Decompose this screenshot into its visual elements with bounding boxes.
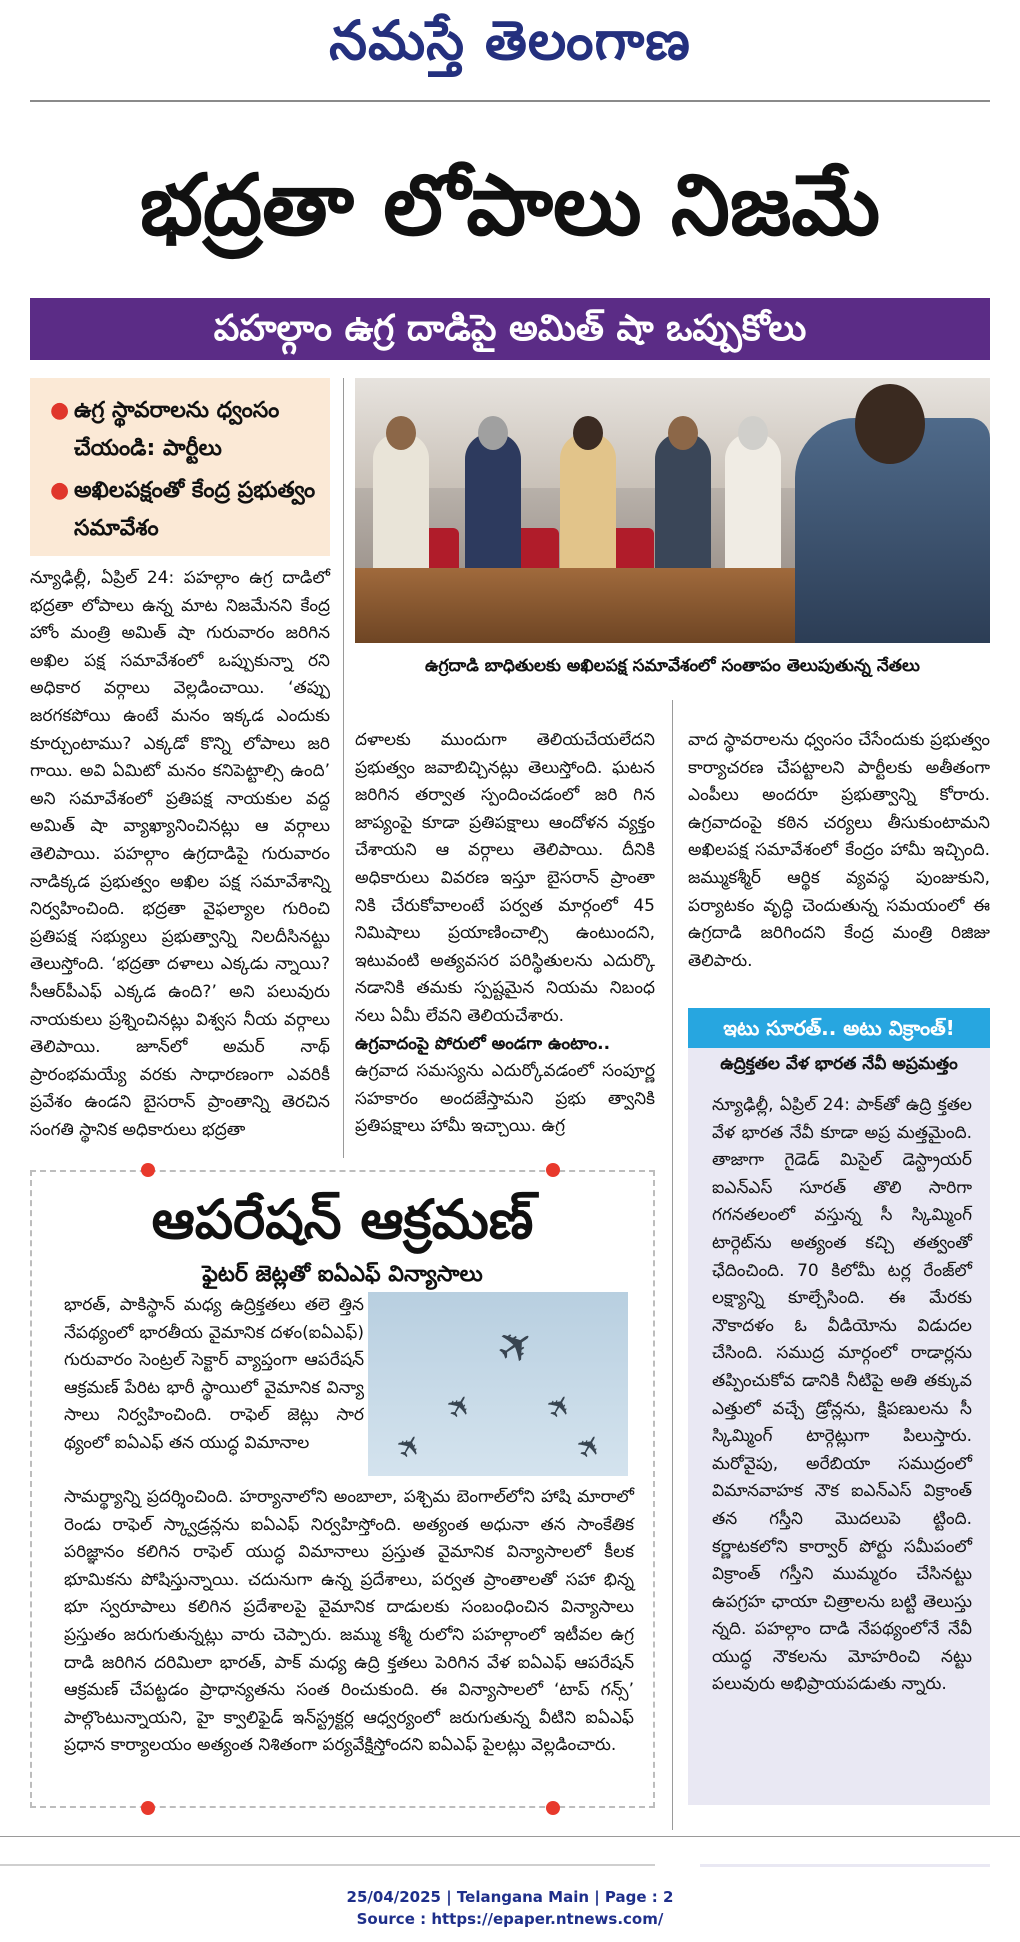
highlight-text: ఉగ్ర స్థావరాలను ధ్వంసం చేయండి: పార్టీలు: [74, 398, 280, 461]
photo-person-head: [668, 416, 698, 450]
photo-person-head: [478, 416, 508, 450]
corner-dot: [141, 1163, 155, 1177]
main-story-column-2: [355, 727, 655, 1141]
column-divider: [672, 700, 673, 1830]
highlight-item: [48, 472, 318, 548]
operation-text-top: భారత్, పాకిస్థాన్ మధ్య ఉద్రిక్తతలు తలె త్తిన నేపథ్యంలో భారతీయ వైమానిక దళం(ఐఏఎఫ్) గురువారం సెంట్రల్ సెక్టార్ వ్యాప్తంగా ఆపరేషన్ ఆక్రమణ్ పేరిట భారీ స్థాయిలో వైమానిక విన్యా సాలు నిర్వహించింది. రాఫెల్ జెట్లు సార థ్యంలో ఐఏఎఫ్ తన యుద్ధ విమానాల: [64, 1295, 364, 1453]
highlight-item: [48, 392, 318, 468]
main-story-text: దళాలకు ముందుగా తెలియచేయలేదని ప్రభుత్వం జవాబిచ్చినట్లు తెలుస్తోంది. ఘటన జరిగిన తర్వాత స్పందించడంలో జరి గిన జాప్యంపై కూడా ప్రతిపక్షాలు ఆందోళన వ్యక్తం చేశాయని ఆ వర్గాలు తెలిపాయి. దీనికి అధికారులు వివరణ ఇస్తూ బైసరాన్ ప్రాంతా నికి చేరుకోవాలంటే పర్వత మార్గంలో 45 నిమిషాలు ప్రయాణించాల్సి ఉంటుందని, ఇటువంటి అత్యవసర పరిస్థితులను ఎదుర్కొ నడానికి తమకు స్పష్టమైన నియమ నిబంధ నలు ఏమీ లేవని తెలియచేశారు.: [355, 730, 655, 1026]
bullet-icon: ●: [50, 478, 70, 503]
corner-dot: [546, 1163, 560, 1177]
masthead: [0, 0, 1020, 100]
jet-icon: ✈: [388, 1427, 432, 1467]
bullet-icon: ●: [50, 398, 70, 423]
photo-person-head: [386, 416, 416, 450]
page-footer: [0, 1886, 1020, 1930]
column-divider: [343, 378, 344, 1158]
subheadline-bar: [30, 298, 990, 360]
newspaper-title: నమస్తే తెలంగాణ: [329, 8, 691, 72]
edition-info: 25/04/2025 | Telangana Main | Page : 2: [346, 1888, 674, 1906]
main-story-column-3: వాద స్థావరాలను ధ్వంసం చేసేందుకు ప్రభుత్వం కార్యాచరణ చేపట్టాలని పార్టీలకు అతీతంగా ఎంపీలు అందరూ ప్రభుత్వాన్ని కోరారు. ఉగ్రవాదంపై కఠిన చర్యలు తీసుకుంటామని అఖిలపక్ష సమావేశంలో కేంద్రం హామీ ఇచ్చింది. జమ్ముకశ్మీర్ ఆర్థిక వ్యవస్థ పుంజుకుని, పర్యాటకం వృద్ధి చెందుతున్న సమయంలో ఈ ఉగ్రదాడి జరిగిందని కేంద్ర మంత్రి రిజిజు తెలిపారు.: [688, 730, 990, 971]
source-link[interactable]: Source : https://epaper.ntnews.com/: [356, 1910, 664, 1928]
side-story-text: న్యూఢిల్లీ, ఏప్రిల్ 24: పాక్‌తో ఉద్రి క్తతల వేళ భారత నేవీ కూడా అప్ర మత్తమైంది. తాజాగా గైడెడ్ మిసైల్ డెస్ట్రాయర్ ఐఎన్ఎస్ సూరత్ తొలి సారిగా గగనతలంలో వస్తున్న సీ స్కిమ్మింగ్ టార్గెట్‌ను అత్యంత కచ్చి తత్వంతో ఛేదించింది. 70 కిలోమీ టర్ల రేంజ్‌లో లక్ష్యాన్ని కూల్చేసింది. ఈ మేరకు నౌకాదళం ఓ వీడియోను విడుదల చేసింది. సముద్ర మార్గంలో రాడార్లను తప్పించుకోవ డానికి నీటిపై అతి తక్కువ ఎత్తులో వచ్చే డ్రోన్లను, క్షిపణులను సీ స్కిమ్మింగ్ టార్గెట్లుగా పిలుస్తారు. మరోవైపు, అరేబియా సముద్రంలో విమానవాహక నౌక ఐఎన్ఎస్ విక్రాంత్ తన గస్తీని మొదలుపె ట్టింది. కర్ణాటకలోని కార్వార్ పోర్టు సమీపంలో విక్రాంత్ గస్తీని ముమ్మరం చేసినట్టు ఉపగ్రహ ఛాయా చిత్రాలను బట్టి తెలుస్తు న్నది. పహల్గాం దాడి నేపథ్యంలోనే నేవీ యుద్ధ నౌకలను మోహరించి నట్టు పలువురు అభిప్రాయపడుతు న్నారు.: [712, 1095, 972, 1695]
highlight-text: అఖిలపక్షంతో కేంద్ర ప్రభుత్వం సమావేశం: [74, 478, 316, 541]
subheadline: పహల్గాం ఉగ్ర దాడిపై అమిత్ షా ఒప్పుకోలు: [213, 308, 807, 349]
photo-person: [373, 433, 429, 583]
jet-icon: ✈: [438, 1387, 482, 1427]
jet-icon: ✈: [486, 1315, 546, 1379]
meeting-photo: [355, 378, 990, 643]
corner-dot: [546, 1801, 560, 1815]
operation-title: ఆపరేషన్ ఆక్రమణ్: [151, 1188, 534, 1251]
photo-person: [725, 433, 781, 583]
photo-person: [465, 433, 521, 583]
operation-text-bottom: సామర్థ్యాన్ని ప్రదర్శించింది. హర్యానాలోని అంబాలా, పశ్చిమ బెంగాల్‌లోని హాషి మారాలో రెండు రాఫెల్ స్క్వాడ్రన్లను ఐఏఎఫ్ నిర్వహిస్తోంది. అత్యంత అధునా తన సాంకేతిక పరిజ్ఞానం కలిగిన రాఫెల్ యుద్ధ విమానాలు ప్రస్తుత వైమానిక విన్యాసాలలో కీలక భూమికను పోషిస్తున్నాయి. చదునుగా ఉన్న ప్రదేశాలు, పర్వత ప్రాంతాలతో సహా భిన్న భూ స్వరూపాలు కలిగిన ప్రదేశాలపై వైమానిక దాడులకు సంబంధించిన విన్యాసాలు ప్రస్తుతం జరుగుతున్నట్లు వారు చెప్పారు. జమ్ము కశ్మీ రులోని పహల్గాంలో ఇటీవల ఉగ్ర దాడి జరిగిన దరిమిలా భారత్, పాక్ మధ్య ఉద్రి క్తతలు పెరిగిన వేళ ఐఏఎఫ్ ఆపరేషన్ ఆక్రమణ్ చేపట్టడం ప్రాధాన్యతను సంత రించుకుంది. ఈ విన్యాసాలలో ‘టాప్ గన్స్’ పాల్గొంటున్నాయని, హై క్వాలిఫైడ్ ఇన్‌స్ట్రక్టర్ల ఆధ్వర్యంలో జరుగుతున్న వీటిని ఐఏఎఫ్ ప్రధాన కార్యాలయం అత్యంత నిశితంగా పర్యవేక్షిస్తోందని ఐఏఎఫ్ పైలట్లు వెల్లడించారు.: [64, 1487, 634, 1756]
next-article-stub: [0, 1864, 655, 1866]
headline: భద్రతా లోపాలు నిజమే: [139, 156, 881, 254]
corner-dot: [141, 1801, 155, 1815]
photo-foreground-head: [855, 384, 925, 464]
photo-person: [655, 433, 711, 583]
fighter-jets-photo: [368, 1292, 628, 1476]
side-story-tag: ఇటు సూరత్.. అటు విక్రాంత్!: [688, 1008, 990, 1048]
photo-person-head: [573, 416, 603, 450]
photo-caption: ఉగ్రదాడి బాధితులకు అఖిలపక్ష సమావేశంలో సంతాపం తెలుపుతున్న నేతలు: [425, 656, 920, 676]
masthead-divider: [30, 100, 990, 102]
jet-icon: ✈: [568, 1427, 612, 1467]
page-bottom-rule: [0, 1836, 1020, 1837]
jet-icon: ✈: [538, 1387, 582, 1427]
main-story-text: ఉగ్రవాద సమస్యను ఎదుర్కోవడంలో సంపూర్ణ సహకారం అందజేస్తామని ప్రభు త్వానికి ప్రతిపక్షాలు హామీ ఇచ్చాయి. ఉగ్ర: [355, 1061, 655, 1137]
highlights-box: [30, 378, 330, 556]
photo-person-head: [738, 416, 768, 450]
side-story-subtitle: ఉద్రిక్తతల వేళ భారత నేవీ అప్రమత్తం: [720, 1054, 958, 1074]
next-article-stub: [700, 1864, 990, 1867]
photo-person: [560, 433, 616, 583]
operation-subtitle: ఫైటర్ జెట్లతో ఐఏఎఫ్ విన్యాసాలు: [202, 1262, 483, 1287]
main-story-column-1: న్యూఢిల్లీ, ఏప్రిల్ 24: పహల్గాం ఉగ్ర దాడిలో భద్రతా లోపాలు ఉన్న మాట నిజమేనని కేంద్ర హోం మంత్రి అమిత్ షా గురువారం జరిగిన అఖిల పక్ష సమావేశంలో ఒప్పుకున్నా రని అధికార వర్గాలు వెల్లడించాయి. ‘తప్పు జరగకపోయి ఉంటే మనం ఇక్కడ ఎందుకు కూర్చుంటాము? ఎక్కడో కొన్ని లోపాలు జరి గాయి. అవి ఏమిటో మనం కనిపెట్టాల్సి ఉంది’ అని సమావేశంలో ప్రతిపక్ష నాయకుల వద్ద అమిత్ షా వ్యాఖ్యానించినట్లు ఆ వర్గాలు తెలిపాయి. పహల్గాం ఉగ్రదాడిపై గురువారం నాడిక్కడ ప్రభుత్వం అఖిల పక్ష సమావేశాన్ని నిర్వహించింది. భద్రతా వైఫల్యాల గురించి ప్రతిపక్ష సభ్యులు ప్రభుత్వాన్ని నిలదీసినట్టు తెలుస్తోంది. ‘భద్రతా దళాలు ఎక్కడు న్నాయి? సీఆర్‌పీఎఫ్ ఎక్కడ ఉంది?’ అని పలువురు నాయకులు ప్రశ్నించినట్లు విశ్వస నీయ వర్గాలు తెలిపాయి. జూన్‌లో అమర్ నాథ్ ప్రారంభమయ్యే వరకు సాధారణంగా ఎవరికీ ప్రవేశం ఉండని బైసరాన్ ప్రాంతాన్ని తెరచిన సంగతి స్థానిక అధికారులు భద్రతా: [30, 568, 330, 1140]
main-story-subheading: ఉగ్రవాదంపై పోరులో అండగా ఉంటాం..: [355, 1033, 611, 1054]
